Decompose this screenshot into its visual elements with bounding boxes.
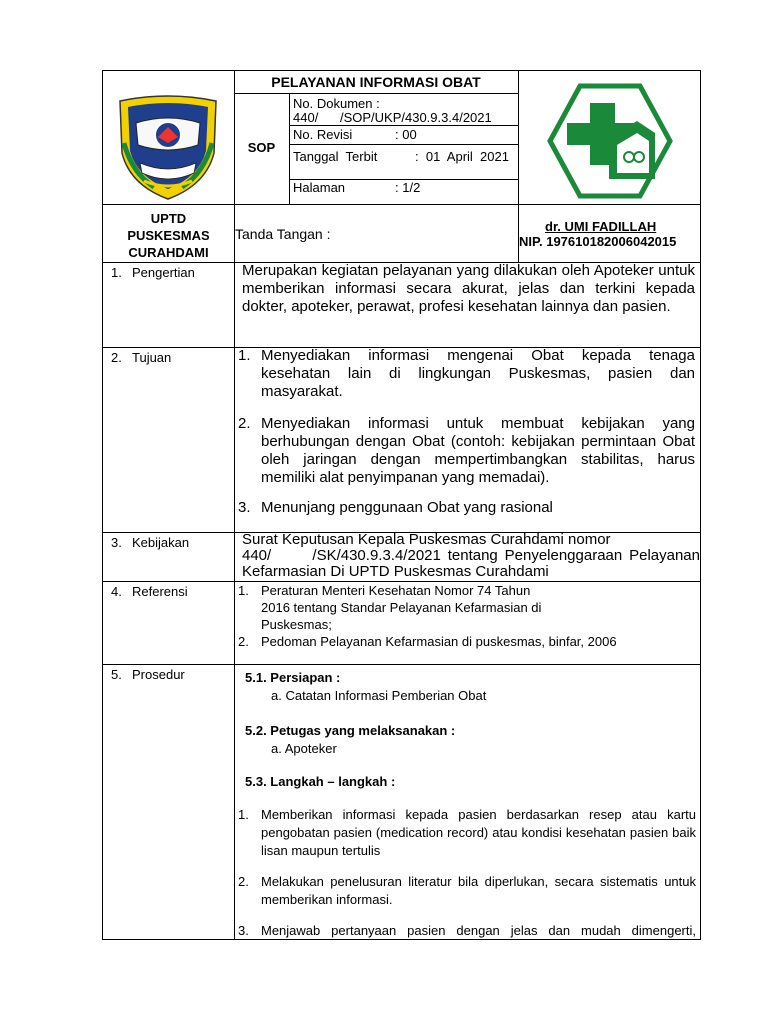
referensi-item-1-text: Peraturan Menteri Kesehatan Nomor 74 Tahun 2016 tentang Standar Pelayanan Kefarmasian di Puskesmas;: [261, 583, 542, 632]
title-divider: [234, 93, 518, 94]
section-4-label: Referensi: [132, 584, 188, 599]
kebijakan-line-3: Kefarmasian Di UPTD Puskesmas Curahdami: [242, 563, 549, 580]
tanggal-terbit-value: : 01 April 2021: [415, 149, 509, 164]
sop-label: SOP: [247, 140, 276, 155]
org-line-3: CURAHDAMI: [128, 245, 209, 260]
section-3-label: Kebijakan: [132, 535, 190, 550]
col-divider-sop: [289, 93, 290, 204]
referensi-item-2-number: 2.: [238, 634, 249, 649]
section-2-number: 2.: [111, 350, 122, 365]
tanggal-terbit-label: Tanggal Terbit: [293, 149, 378, 164]
step-3-number: 3.: [238, 923, 249, 938]
referensi-item-2-text: Pedoman Pelayanan Kefarmasian di puskesmas, binfar, 2006: [261, 634, 617, 649]
step-2-number: 2.: [238, 874, 249, 889]
persiapan-title: 5.1. Persiapan :: [245, 670, 341, 685]
pengertian-text: Merupakan kegiatan pelayanan yang dilakukan oleh Apoteker untuk memberikan informasi secara akurat, jelas dan terkini kepada dokter, apoteker, perawat, profesi kesehatan lainnya dan pasien.: [242, 262, 695, 315]
section-2-label: Tujuan: [132, 350, 172, 365]
tujuan-item-2-text: Menyediakan informasi untuk membuat kebijakan yang berhubungan dengan Obat (contoh: kebijakan permintaan Obat oleh jaringan dengan mempertimbangkan stabilitas, harus memiliki alat penyimpanan yang memadai).: [261, 415, 695, 486]
document-title: PELAYANAN INFORMASI OBAT: [271, 74, 481, 90]
tujuan-item-2-number: 2.: [238, 415, 251, 432]
step-3-text: Menjawab pertanyaan pasien dengan jelas dan mudah dimengerti,: [261, 923, 696, 938]
org-line-2: PUSKESMAS: [127, 228, 210, 243]
section-1-number: 1.: [111, 265, 122, 280]
step-1-number: 1.: [238, 807, 249, 822]
no-dokumen-value: 440/ /SOP/UKP/430.9.3.4/2021: [293, 110, 492, 125]
referensi-item-1-number: 1.: [238, 583, 249, 598]
regency-emblem-logo: [114, 93, 222, 203]
petugas-item: a. Apoteker: [271, 741, 337, 756]
puskesmas-cross-icon: [545, 81, 675, 201]
section-1-label: Pengertian: [132, 265, 195, 280]
emblem-icon: [114, 93, 222, 203]
tujuan-item-1-number: 1.: [238, 347, 251, 364]
tanda-tangan-label: Tanda Tangan :: [235, 226, 331, 242]
no-dokumen-label: No. Dokumen :: [293, 96, 380, 111]
sop-document: [102, 70, 701, 940]
col-divider-body: [234, 262, 235, 939]
kebijakan-line-2: 440/ /SK/430.9.3.4/2021 tentang Penyelenggaraan Pelayanan: [242, 547, 700, 564]
section-4-number: 4.: [111, 584, 122, 599]
kebijakan-text: [242, 532, 700, 580]
tujuan-item-1-text: Menyediakan informasi mengenai Obat kepada tenaga kesehatan lain di lingkungan Puskesmas, pasien dan masyarakat.: [261, 347, 695, 400]
signer-name: dr. UMI FADILLAH: [545, 219, 657, 234]
row-divider-referensi: [103, 664, 700, 665]
step-2-text: Melakukan penelusuran literatur bila diperlukan, secara sistematis untuk memberikan informasi.: [261, 874, 696, 907]
org-line-1: UPTD: [150, 211, 187, 226]
petugas-title: 5.2. Petugas yang melaksanakan :: [245, 723, 456, 738]
persiapan-item: a. Catatan Informasi Pemberian Obat: [271, 688, 487, 703]
section-5-label: Prosedur: [132, 667, 185, 682]
section-3-number: 3.: [111, 535, 122, 550]
org-name: [103, 210, 234, 261]
tujuan-item-3-number: 3.: [238, 499, 251, 516]
section-5-number: 5.: [111, 667, 122, 682]
halaman-label: Halaman: [293, 180, 346, 195]
kebijakan-line-1: Surat Keputusan Kepala Puskesmas Curahdami nomor: [242, 531, 611, 548]
langkah-title: 5.3. Langkah – langkah :: [245, 774, 396, 789]
step-1-text: Memberikan informasi kepada pasien berdasarkan resep atau kartu pengobatan pasien (medication record) atau kondisi kesehatan pasien baik lisan maupun tertulis: [261, 807, 696, 858]
halaman-value: : 1/2: [395, 180, 421, 195]
no-revisi-label: No. Revisi: [293, 127, 353, 142]
tujuan-item-3-text: Menunjang penggunaan Obat yang rasional: [261, 499, 553, 516]
puskesmas-logo: [545, 81, 675, 201]
row-divider-header: [103, 204, 700, 205]
meta-divider-2: [289, 144, 518, 145]
no-revisi-value: : 00: [395, 127, 417, 142]
signer-nip: NIP. 197610182006042015: [519, 234, 677, 249]
